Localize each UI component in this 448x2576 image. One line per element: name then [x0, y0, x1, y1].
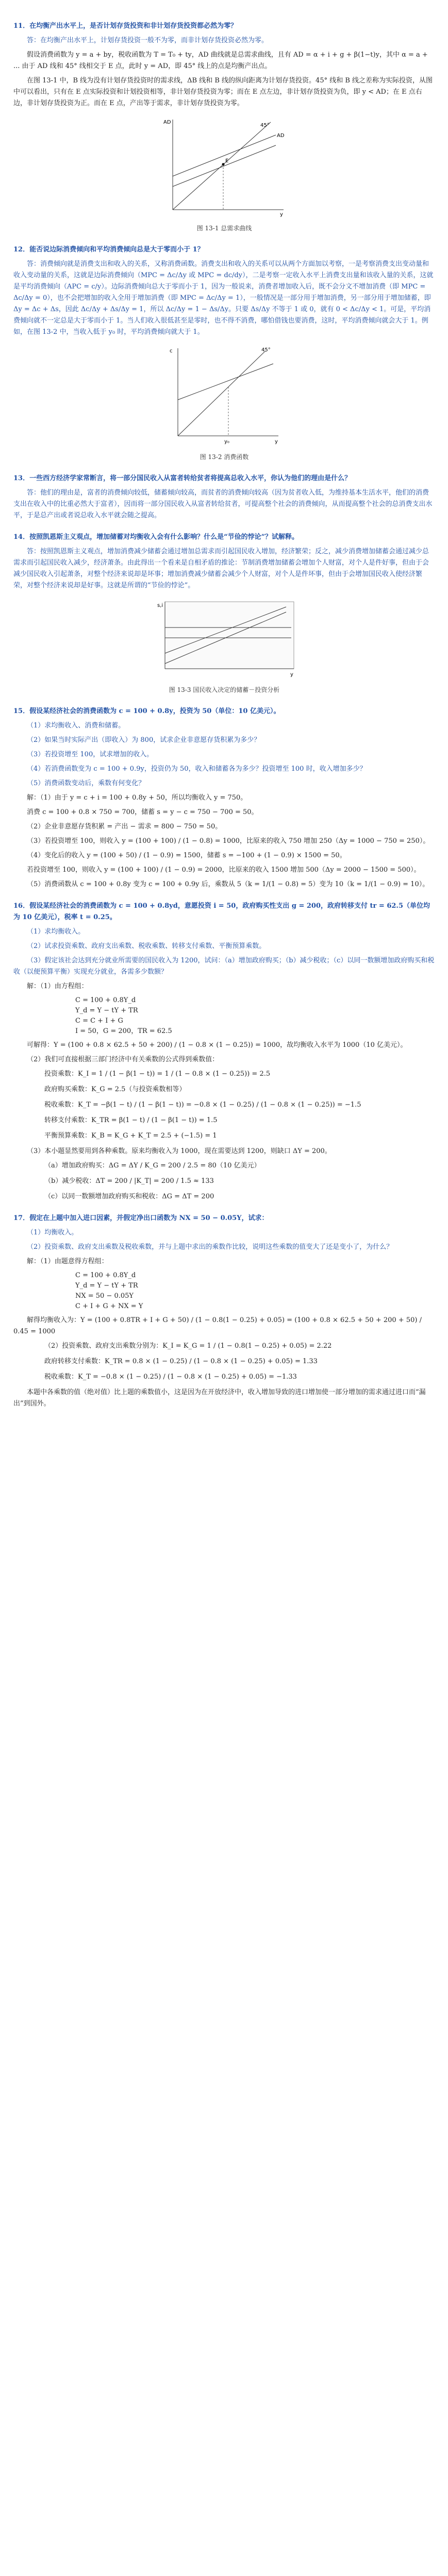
question-16-solution-7: 转移支付乘数：K_TR = β(1 − t) / (1 − β(1 − t)) = 1.5 — [44, 1116, 218, 1124]
y-axis-label: AD — [163, 120, 171, 125]
y0-label: y₀ — [224, 439, 229, 445]
figure-13-2-consumption-function — [162, 343, 286, 446]
si-axis-label: s,i — [157, 603, 163, 608]
question-16-item-3: （3）假定该社会达到充分就业所需要的国民收入为 1200，试问：（a）增加政府购买；（b）减少税收；（c）以同一数额增加政府购买和税收（以便预算平衡）实现充分就业，各需多少数额？ — [13, 957, 435, 976]
question-15-item-3: （3）若投资增至 100，试求增加的收入。 — [27, 751, 154, 758]
question-15-item-5: （5）消费函数变动后，乘数有何变化？ — [27, 779, 145, 787]
question-13-title: 13．一些西方经济学家常断言，将一部分国民收入从富者转给贫者将提高总收入水平，你认为他们的理由是什么？ — [13, 474, 352, 482]
question-16-item-1: （1）求均衡收入。 — [27, 928, 85, 936]
question-11-title: 11．在均衡产出水平上，是否计划存货投资和非计划存货投资都必然为零？ — [13, 22, 238, 30]
question-17-item-1: （1）均衡收入。 — [27, 1229, 78, 1236]
question-14-title: 14．按照凯恩斯主义观点，增加储蓄对均衡收入会有什么影响？什么是“节俭的悖论”？试解释。 — [13, 533, 299, 541]
question-17-solution-5: 税收乘数：K_T = −0.8 × (1 − 0.25) / (1 − 0.8 × (1 − 0.25) + 0.05) = −1.33 — [44, 1373, 297, 1381]
question-16-solution-6: 税收乘数：K_T = −β(1 − t) / (1 − β(1 − t)) = −0.8 × (1 − 0.25) / (1 − 0.8 × (1 − 0.25)) = −1.5 — [44, 1101, 361, 1109]
question-17-solution-1: 解：（1）由题意得方程组： — [27, 1258, 108, 1265]
question-16-solution-3: （2）我们可直接根据三部门经济中有关乘数的公式得到乘数值： — [27, 1056, 219, 1063]
figure-13-2-caption: 图 13-2 消费函数 — [200, 453, 249, 461]
question-15-title: 15．假设某经济社会的消费函数为 c = 100 + 0.8y，投资为 50（单位：10 亿美元）。 — [13, 707, 280, 715]
question-12-answer: 答：消费倾向就是消费支出和收入的关系，又称消费函数。消费支出和收入的关系可以从两个方面加以考察，一是考察消费支出变动量和收入变动量的关系，这就是边际消费倾向（MPC = Δc/Δy 或 MPC = dc/dy），二是考察一定收入水平上消费支出量和该收入量的关系，这就是平均消费倾向（APC = c/y）。边际消费倾向总大于零而小于 1，因为一般说来，消费者增加收入后，既不会分文不增加消费（即 MPC = Δc/Δy = 0），也不会把增加的收入全用于增加消费（即 MPC = Δc/Δy = 1），一般情况是一部分用于增加消费，另一部分用于增加储蓄，即 Δy = Δc + Δs，因此 Δc/Δy + Δs/Δy = 1，所以 Δc/Δy = 1 − Δs/Δy。只要 Δs/Δy 不等于 1 或 0，就有 0 < Δc/Δy < 1。可是，平均消费倾向就不一定总是大于零而小于 1。当人们收入很低甚至是零时，也不得不消费，哪怕借钱也要消费，这时，平均消费倾向就会大于 1。例如，在图 13-2 中，当收入低于 y₀ 时，平均消费倾向就大于 1。 — [13, 260, 434, 336]
line-45-label-2: 45° — [261, 347, 271, 353]
q16-eq-3: C = C + I + G — [75, 1017, 123, 1025]
question-15-item-4: （4）若消费函数变为 c = 100 + 0.9y，投资仍为 50，收入和储蓄各为多少？投资增至 100 时，收入增加多少？ — [27, 765, 367, 773]
q16-eq-1: C = 100 + 0.8Y_d — [75, 996, 136, 1004]
question-15-solution-4: （3）若投资增至 100，则收入 y = (100 + 100) / (1 − 0.8) = 1000，比原来的收入 750 增加 250（Δy = 1000 − 750 = 250）。 — [27, 837, 430, 845]
q17-eq-3: NX = 50 − 0.05Y — [75, 1292, 134, 1300]
question-16-item-2: （2）试求投资乘数、政府支出乘数、税收乘数、转移支付乘数、平衡预算乘数。 — [27, 942, 266, 950]
question-13-answer: 答：他们的理由是，富者的消费倾向较低，储蓄倾向较高，而贫者的消费倾向较高（因为贫者收入低，为维持基本生活水平，他们的消费支出在收入中的比重必然大于富者），因而将一部分国民收入从富者转给贫者，可提高整个社会的消费倾向，从而提高整个社会的总消费支出水平，于是总产出或者说总收入水平就会随之提高。 — [13, 489, 433, 519]
line-45-label: 45° — [260, 123, 270, 128]
question-17-title: 17．假定在上题中加入进口因素，并假定净出口函数为 NX = 50 − 0.05Y，试求： — [13, 1214, 269, 1222]
question-17-item-2: （2）投资乘数、政府支出乘数及税收乘数，并与上题中求出的乘数作比较，说明这些乘数的值变大了还是变小了，为什么？ — [27, 1243, 393, 1251]
question-16-solution-10: （a）增加政府购买：ΔG = ΔY / K_G = 200 / 2.5 = 80（10 亿美元） — [44, 1162, 261, 1170]
question-16-solution-5: 政府购买乘数：K_G = 2.5（与投资乘数相等） — [44, 1086, 186, 1093]
point-e-label: E — [225, 158, 229, 164]
y-axis-label-3: y — [290, 672, 293, 677]
page-content — [13, 10, 435, 1413]
question-16-solution-9: （3）本小题显然要用到各种乘数。原来均衡收入为 1000，现在需要达到 1200，则缺口 ΔY = 200。 — [27, 1147, 331, 1155]
question-17-solution-3: （2）投资乘数、政府支出乘数分别为：K_I = K_G = 1 / (1 − 0.8(1 − 0.25) + 0.05) = 2.22 — [44, 1342, 332, 1350]
question-16-equation-system — [75, 995, 435, 1037]
question-16-solution-12: （c）以同一数额增加政府购买和税收：ΔG = ΔT = 200 — [44, 1193, 214, 1200]
question-12-title: 12．能否说边际消费倾向和平均消费倾向总是大于零而小于 1？ — [13, 246, 204, 253]
question-16-solution-8: 平衡预算乘数：K_B = K_G + K_T = 2.5 + (−1.5) = 1 — [44, 1132, 217, 1140]
question-15-solution-1: 解：（1）由于 y = c + i = 100 + 0.8y + 50，所以均衡收入 y = 750。 — [27, 794, 247, 802]
question-17-solution-4: 政府转移支付乘数：K_TR = 0.8 × (1 − 0.25) / (1 − 0.8 × (1 − 0.25) + 0.05) = 1.33 — [44, 1358, 318, 1365]
question-16-title: 16．假设某经济社会的消费函数为 c = 100 + 0.8yd，意愿投资 i = 50，政府购买性支出 g = 200，政府转移支付 tr = 62.5（单位均为 10 亿美元），税率 t = 0.25。 — [13, 902, 430, 921]
figure-13-3-saving-investment — [147, 597, 302, 679]
q16-eq-2: Y_d = Y − tY + TR — [75, 1007, 138, 1014]
question-11-para-1: 假设消费函数为 y = a + by，税收函数为 T = T₀ + ty，AD 曲线就是总需求曲线，且有 AD = α + i + g + β(1−t)y，其中 α = a + ... 由于 AD 线和 45° 线相交于 E 点，此时 y = AD，即 45° 线上的点是均衡产出点。 — [13, 51, 428, 70]
question-16-solution-11: （b）减少税收：ΔT = 200 / |K_T| = 200 / 1.5 ≈ 133 — [44, 1177, 214, 1185]
question-15-solution-3: （2）企业非意愿存货积累 = 产出 − 需求 = 800 − 750 = 50。 — [27, 823, 222, 831]
q17-eq-4: C + I + G + NX = Y — [75, 1302, 143, 1310]
question-16-solution-4: 投资乘数：K_I = 1 / (1 − β(1 − t)) = 1 / (1 − 0.8 × (1 − 0.25)) = 2.5 — [44, 1070, 271, 1078]
line-ab-label: AD — [277, 133, 285, 139]
question-17-equation-system — [75, 1270, 435, 1312]
x-axis-label: y — [280, 212, 283, 217]
question-15-solution-5: （4）变化后的收入 y = (100 + 50) / (1 − 0.9) = 1500，储蓄 s = −100 + (1 − 0.9) × 1500 = 50。 — [27, 852, 346, 859]
question-15-item-1: （1）求均衡收入、消费和储蓄。 — [27, 722, 125, 730]
figure-13-1-aggregate-demand — [157, 114, 291, 217]
question-11-para-2: 在图 13-1 中，B 线为没有计划存货投资时的需求线，ΔB 线和 B 线的纵向距离为计划存货投资。45° 线和 B 线之差称为实际投资，从图中可以看出，只有在 E 点实际投资和计划投资相等，非计划存货投资为零；而在 E 点左边，非计划存货投资为负，即 y < AD；在 E 点右边，非计划存货投资为正。而在 E 点，产出等于需求，非计划存货投资为零。 — [13, 77, 433, 107]
question-17-solution-6: 本题中各乘数的值（绝对值）比上题的乘数值小，这是因为在开放经济中，收入增加导致的进口增加使一部分增加的需求通过进口而“漏出”到国外。 — [13, 1388, 426, 1408]
question-15-solution-2: 消费 c = 100 + 0.8 × 750 = 700，储蓄 s = y − c = 750 − 700 = 50。 — [27, 808, 258, 816]
question-15-solution-6: 若投资增至 100，则收入 y = (100 + 100) / (1 − 0.9) = 2000，比原来的收入 1500 增加 500（Δy = 2000 − 1500 = 500）。 — [27, 866, 421, 874]
question-16-solution-2: 可解得：Y = (100 + 0.8 × 62.5 + 50 + 200) / (1 − 0.8 × (1 − 0.25)) = 1000，故均衡收入水平为 1000（10 亿美元）。 — [27, 1041, 407, 1049]
x-axis-label-y: y — [275, 439, 278, 445]
figure-13-3-caption: 图 13-3 国民收入决定的储蓄－投资分析 — [169, 686, 280, 693]
figure-13-1-caption: 图 13-1 总需求曲线 — [196, 225, 252, 232]
q17-eq-2: Y_d = Y − tY + TR — [75, 1282, 138, 1290]
question-14-answer: 答：按照凯恩斯主义观点，增加消费减少储蓄会通过增加总需求而引起国民收入增加，经济繁荣；反之，减少消费增加储蓄会通过减少总需求而引起国民收入减少，经济萧条。由此得出一个看来是自相矛盾的推论：节制消费增加储蓄会增加个人财富，对个人是件好事，但由于会减少国民收入引起萧条，对整个经济来说却是坏事；增加消费减少储蓄会减少个人财富，对个人是件坏事，但由于会增加国民收入使经济繁荣，对整个经济来说却是好事。这就是所谓的“节俭的悖论”。 — [13, 548, 429, 589]
y-axis-label-c: c — [170, 348, 173, 354]
q16-eq-4: I = 50，G = 200，TR = 62.5 — [75, 1027, 172, 1035]
question-15-item-2: （2）如果当时实际产出（即收入）为 800，试求企业非意愿存货积累为多少？ — [27, 736, 261, 744]
question-17-solution-2: 解得均衡收入为：Y = (100 + 0.8TR + I + G + 50) / (1 − 0.8(1 − 0.25) + 0.05) = (100 + 0.8 × 62.5 + 50 + 200 + 50) / 0.45 = 1000 — [13, 1316, 422, 1335]
question-11-answer: 答：在均衡产出水平上，计划存货投资一般不为零，而非计划存货投资必然为零。 — [27, 37, 269, 44]
question-16-solution-1: 解：（1）由方程组： — [27, 982, 88, 990]
q17-eq-1: C = 100 + 0.8Y_d — [75, 1272, 136, 1279]
question-15-solution-7: （5）消费函数从 c = 100 + 0.8y 变为 c = 100 + 0.9y 后，乘数从 5（k = 1/(1 − 0.8) = 5）变为 10（k = 1/(1 − 0.9) = 10）。 — [27, 880, 429, 888]
